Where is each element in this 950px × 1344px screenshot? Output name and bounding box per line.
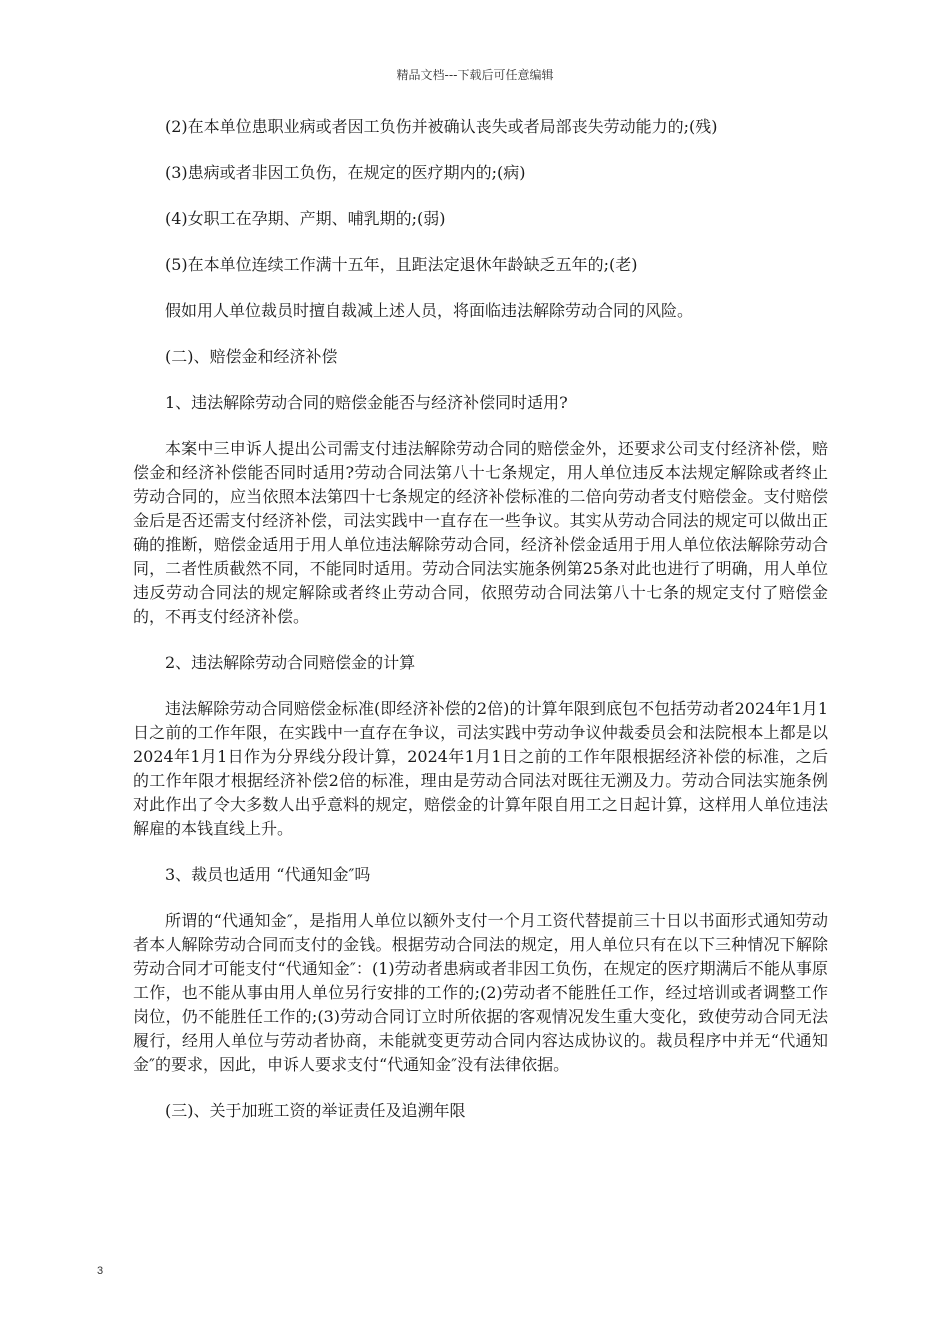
- paragraph-item-2-disability: (2)在本单位患职业病或者因工负伤并被确认丧失或者局部丧失劳动能力的;(残): [165, 117, 718, 136]
- document-body: [133, 115, 828, 1145]
- subheading-3: 3、裁员也适用 “代通知金″吗: [165, 865, 371, 884]
- subheading-2: 2、违法解除劳动合同赔偿金的计算: [165, 653, 416, 672]
- paragraph-notice-pay: 所谓的“代通知金″，是指用人单位以额外支付一个月工资代替提前三十日以书面形式通知劳动者本人解除劳动合同而支付的金钱。根据劳动合同法的规定，用人单位只有在以下三种情况下解除劳动合同才可能支付“代通知金″：(1)劳动者患病或者非因工负伤，在规定的医疗期满后不能从事原工作，也不能从事由用人单位另行安排的工作的;(2)劳动者不能胜任工作，经过培训或者调整工作岗位，仍不能胜任工作的;(3)劳动合同订立时所依据的客观情况发生重大变化，致使劳动合同无法履行，经用人单位与劳动者协商，未能就变更劳动合同内容达成协议的。裁员程序中并无“代通知金″的要求，因此，申诉人要求支付“代通知金″没有法律依据。: [133, 911, 828, 1074]
- paragraph-risk-note: 假如用人单位裁员时擅自裁减上述人员，将面临违法解除劳动合同的风险。: [165, 301, 694, 320]
- paragraph-compensation-calculation: 违法解除劳动合同赔偿金标准(即经济补偿的2倍)的计算年限到底包不包括劳动者2024年1月1日之前的工作年限，在实践中一直存在争议，司法实践中劳动争议仲裁委员会和法院根本上都是以2024年1月1日作为分界线分段计算，2024年1月1日之前的工作年限根据经济补偿的标准，之后的工作年限才根据经济补偿2倍的标准，理由是劳动合同法对既往无溯及力。劳动合同法实施条例对此作出了令大多数人出乎意料的规定，赔偿金的计算年限自用工之日起计算，这样用人单位违法解雇的本钱直线上升。: [133, 699, 828, 838]
- paragraph-item-5-seniority: (5)在本单位连续工作满十五年，且距法定退休年龄缺乏五年的;(老): [165, 255, 638, 274]
- page-number: 3: [97, 1265, 104, 1277]
- subheading-1: 1、违法解除劳动合同的赔偿金能否与经济补偿同时适用?: [165, 393, 568, 412]
- paragraph-item-4-female-workers: (4)女职工在孕期、产期、哺乳期的;(弱): [165, 209, 446, 228]
- section-heading-compensation: (二)、赔偿金和经济补偿: [165, 347, 338, 366]
- paragraph-compensation-discussion: 本案中三申诉人提出公司需支付违法解除劳动合同的赔偿金外，还要求公司支付经济补偿，赔偿金和经济补偿能否同时适用?劳动合同法第八十七条规定，用人单位违反本法规定解除或者终止劳动合同的，应当依照本法第四十七条规定的经济补偿标准的二倍向劳动者支付赔偿金。支付赔偿金后是否还需支付经济补偿，司法实践中一直存在一些争议。其实从劳动合同法的规定可以做出正确的推断，赔偿金适用于用人单位违法解除劳动合同，经济补偿金适用于用人单位依法解除劳动合同，二者性质截然不同，不能同时适用。劳动合同法实施条例第25条对此也进行了明确，用人单位违反劳动合同法的规定解除或者终止劳动合同，依照劳动合同法第八十七条的规定支付了赔偿金的，不再支付经济补偿。: [133, 439, 828, 626]
- page-header: 精品文档---下载后可任意编辑: [396, 68, 554, 82]
- paragraph-item-3-illness: (3)患病或者非因工负伤，在规定的医疗期内的;(病): [165, 163, 526, 182]
- section-heading-overtime: (三)、关于加班工资的举证责任及追溯年限: [165, 1101, 466, 1120]
